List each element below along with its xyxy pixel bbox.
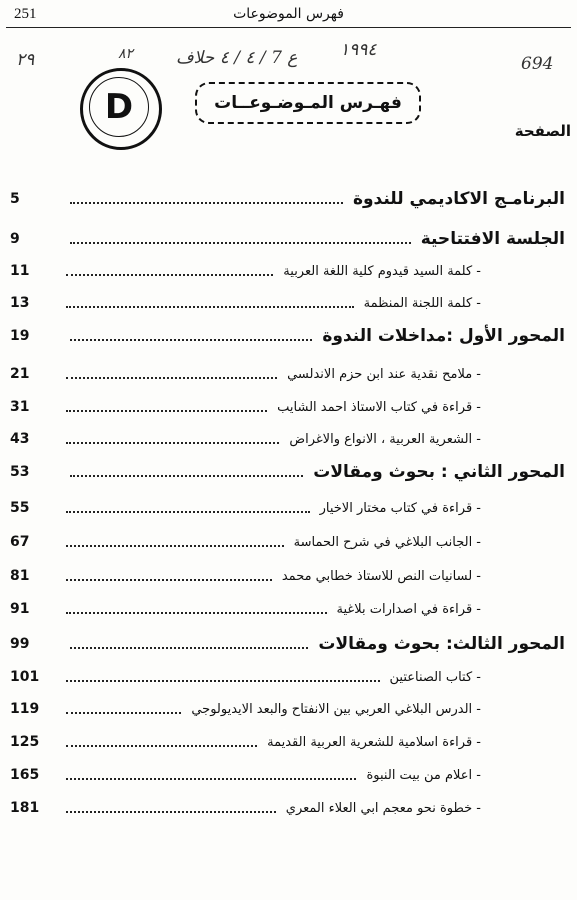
- toc-entry-title: - كلمة اللجنة المنظمة: [363, 295, 481, 311]
- toc-entry-row: [10, 361, 481, 387]
- page-column-label: الصفحة: [514, 122, 571, 140]
- toc-section-row: [10, 186, 565, 212]
- toc-entry-row: [10, 394, 481, 420]
- dot-leader: [70, 242, 411, 244]
- handwritten-mark-middle: ٨٢: [118, 46, 134, 62]
- toc-entry-row: [10, 696, 481, 722]
- toc-page-number: 5: [10, 191, 20, 207]
- library-stamp: [80, 68, 162, 150]
- toc-page-number: 181: [10, 800, 40, 816]
- handwritten-date-note: ع 7 / ٤ / ٤ حلاف: [176, 48, 298, 68]
- toc-entry-row: [10, 563, 481, 589]
- dot-leader: [66, 545, 284, 547]
- dot-leader: [66, 612, 327, 614]
- dot-leader: [66, 511, 310, 513]
- toc-page-number: 21: [10, 366, 30, 382]
- toc-section-row: [10, 226, 565, 252]
- toc-page-number: 31: [10, 399, 30, 415]
- dot-leader: [66, 680, 380, 682]
- toc-entry-row: [10, 729, 481, 755]
- toc-page-number: 119: [10, 701, 40, 717]
- toc-title: فهـرس المـوضـوعــات: [195, 82, 421, 124]
- toc-entry-title: - قراءة في كتاب مختار الاخيار: [319, 500, 481, 516]
- dot-leader: [70, 202, 343, 204]
- toc-page-number: 53: [10, 464, 30, 480]
- dot-leader: [66, 712, 181, 714]
- toc-section-title: المحور الثاني : بحوث ومقالات: [313, 462, 565, 482]
- handwritten-year-note: ١٩٩٤: [340, 40, 377, 60]
- toc-entry-title: - الجانب البلاغي في شرح الحماسة: [293, 534, 481, 550]
- dot-leader: [70, 339, 312, 341]
- toc-page-number: 13: [10, 295, 30, 311]
- toc-entry-title: - الشعرية العربية ، الانواع والاغراض: [289, 431, 481, 447]
- toc-page-number: 11: [10, 263, 30, 279]
- toc-entry-row: [10, 762, 481, 788]
- toc-section-title: المحور الثالث: بحوث ومقالات: [318, 634, 565, 654]
- stamp-letter: D: [89, 77, 149, 137]
- page-number: 251: [14, 6, 37, 22]
- toc-section-title: الجلسة الافتتاحية: [420, 229, 565, 249]
- dot-leader: [66, 745, 257, 747]
- toc-section-row: [10, 323, 565, 349]
- toc-page-number: 43: [10, 431, 30, 447]
- toc-page-number: 19: [10, 328, 30, 344]
- toc-page-number: 9: [10, 231, 20, 247]
- running-header: فهرس الموضوعات: [233, 6, 344, 22]
- dot-leader: [66, 811, 276, 813]
- toc-entry-row: [10, 664, 481, 690]
- toc-entry-row: [10, 795, 481, 821]
- toc-entry-title: - الدرس البلاغي العربي بين الانفتاح والبعد الايديولوجي: [191, 701, 481, 717]
- toc-section-row: [10, 459, 565, 485]
- dot-leader: [66, 778, 356, 780]
- toc-page-number: 165: [10, 767, 40, 783]
- toc-section-title: المحور الأول :مداخلات الندوة: [322, 326, 565, 346]
- toc-page-number: 125: [10, 734, 40, 750]
- toc-page-number: 91: [10, 601, 30, 617]
- toc-page-number: 101: [10, 669, 40, 685]
- header-rule: [6, 27, 571, 28]
- toc-entry-row: [10, 290, 481, 316]
- toc-entry-row: [10, 258, 481, 284]
- toc-page-number: 67: [10, 534, 30, 550]
- dot-leader: [66, 442, 279, 444]
- toc-entry-title: - قراءة اسلامية للشعرية العربية القديمة: [267, 734, 481, 750]
- toc-entry-title: - اعلام من بيت النبوة: [366, 767, 481, 783]
- toc-entry-row: [10, 529, 481, 555]
- toc-page-number: 81: [10, 568, 30, 584]
- dot-leader: [66, 274, 273, 276]
- toc-page-number: 55: [10, 500, 30, 516]
- dot-leader: [66, 306, 354, 308]
- toc-section-title: البرنامـج الاكاديمي للندوة: [352, 189, 565, 209]
- toc-entry-row: [10, 596, 481, 622]
- toc-entry-title: - كلمة السيد قيدوم كلية اللغة العربية: [283, 263, 481, 279]
- toc-entry-title: - ملامح نقدية عند ابن حزم الاندلسي: [287, 366, 481, 382]
- toc-entry-title: - قراءة في اصدارات بلاغية: [336, 601, 481, 617]
- toc-section-row: [10, 631, 565, 657]
- toc-entry-title: - كتاب الصناعتين: [389, 669, 481, 685]
- dot-leader: [70, 475, 303, 477]
- toc-entry-title: - قراءة في كتاب الاستاذ احمد الشايب: [277, 399, 481, 415]
- toc-page-number: 99: [10, 636, 30, 652]
- toc-entry-row: [10, 495, 481, 521]
- dot-leader: [66, 410, 267, 412]
- handwritten-mark-right: 694: [521, 54, 554, 74]
- toc-entry-row: [10, 426, 481, 452]
- dot-leader: [70, 647, 308, 649]
- toc-entry-title: - خطوة نحو معجم ابي العلاء المعري: [285, 800, 481, 816]
- toc-entry-title: - لسانيات النص للاستاذ خطابي محمد: [281, 568, 481, 584]
- dot-leader: [66, 579, 272, 581]
- handwritten-mark-left: ٢٩: [16, 50, 35, 70]
- dot-leader: [66, 377, 277, 379]
